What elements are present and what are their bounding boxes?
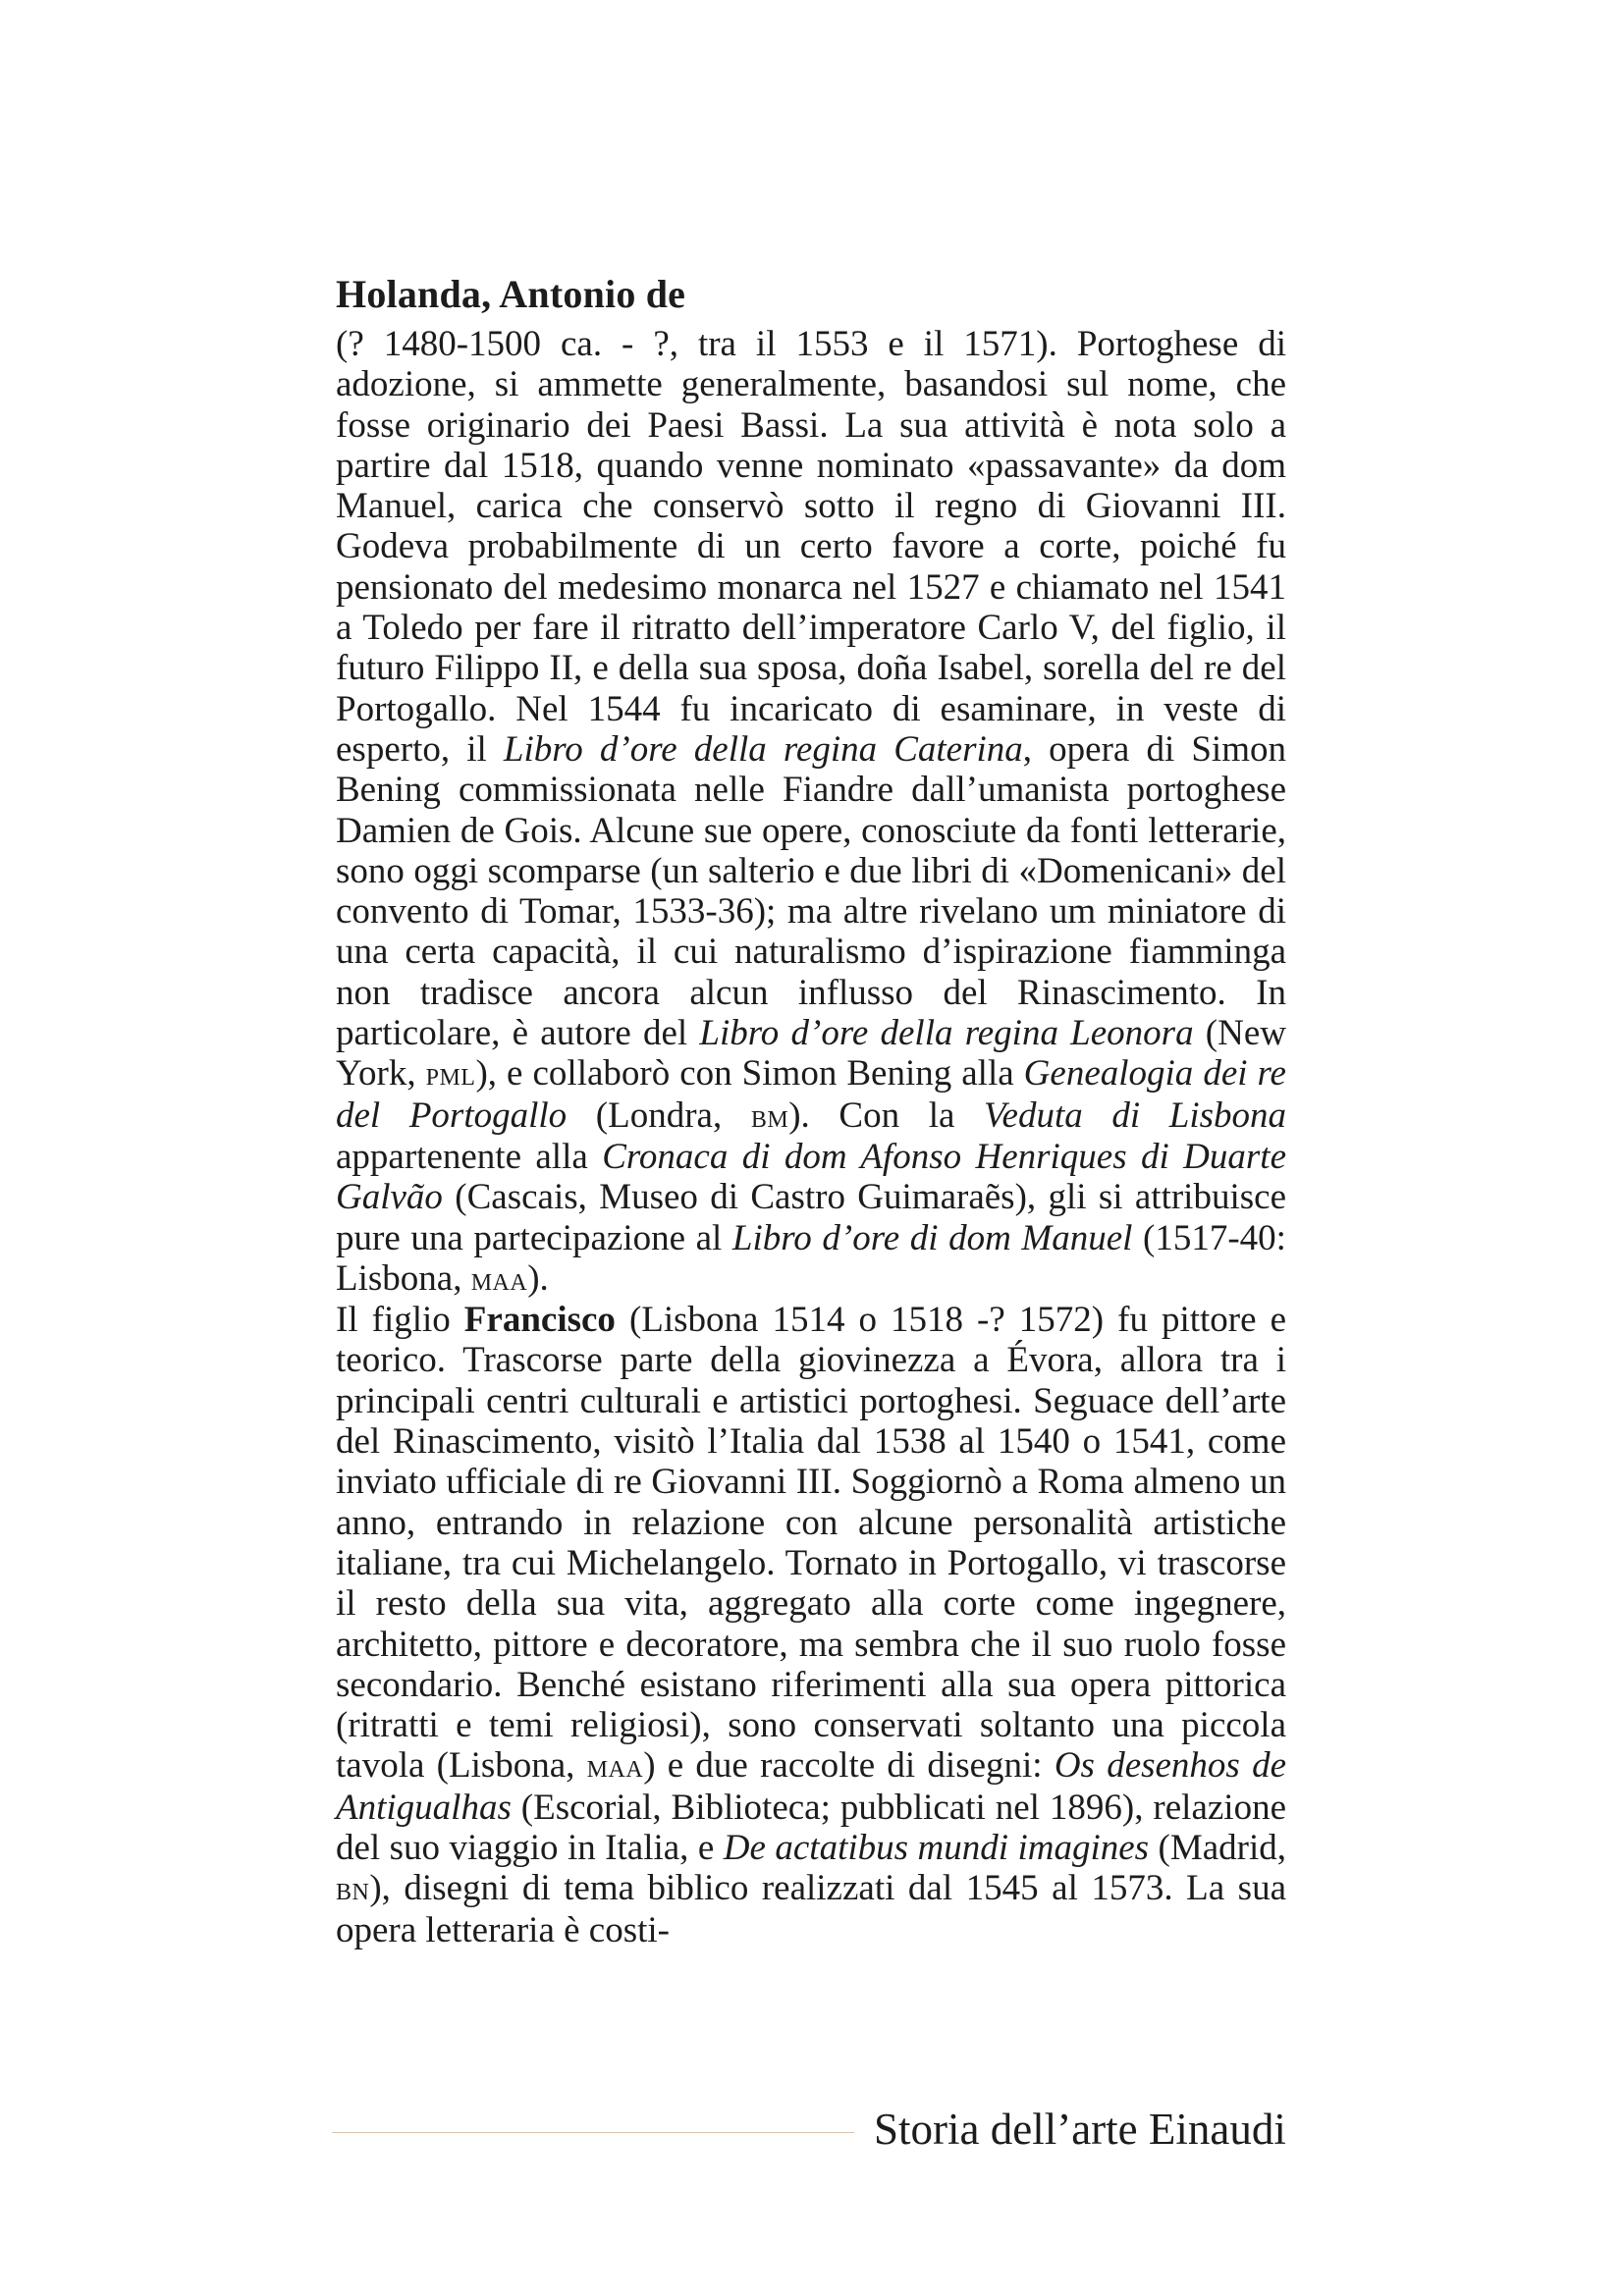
abbreviation: bm	[750, 1097, 789, 1135]
abbreviation: bn	[336, 1871, 370, 1908]
text-run: Il figlio	[336, 1300, 464, 1341]
work-title: Libro d’ore della regina Caterina	[503, 728, 1023, 770]
text-run: appartenente alla	[336, 1136, 603, 1177]
text-run: ).	[527, 1257, 549, 1299]
text-run: (Londra,	[567, 1095, 751, 1136]
text-run: ), disegni di tema biblico realizzati dal 1545 al 1573. La sua opera letteraria è costi-	[336, 1868, 1286, 1950]
text-run: ). Con la	[788, 1095, 985, 1136]
text-run: (Lisbona 1514 o 1518 -? 1572) fu pittore e teorico. Trascorse parte della giovinezza a Évora, allora tra i principali centri culturali e artistici portoghesi. Seguace dell’arte del Rinascimento, visitò l’Italia dal 1538 al 1540 o 1541, come inviato ufficiale di re Giovanni III. Soggiornò a Roma almeno un anno, entrando in relazione con alcune personalità artistiche italiane, tra cui Michelangelo. Tornato in Portogallo, vi trascorse il resto della sua vita, aggregato alla corte come ingegnere, architetto, pittore e decoratore, ma sembra che il suo ruolo fosse secondario. Benché esistano riferimenti alla sua opera pittorica (ritratti e temi religiosi), sono conservati soltanto una piccola tavola (Lisbona,	[336, 1300, 1286, 1787]
paragraph-francisco	[336, 1300, 1286, 1950]
text-run: , opera di Simon Bening commissionata nelle Fiandre dall’umanista portoghese Damien de Gois. Alcune sue opere, conosciute da fonti letterarie, sono oggi scomparse (un salterio e due libri di «Domenicani» del convento di Tomar, 1533-36); ma altre rivelano um miniatore di una certa capacità, il cui naturalismo d’ispirazione fiamminga non tradisce ancora alcun influsso del Rinascimento. In particolare, è autore del	[336, 728, 1286, 1054]
work-title: Libro d’ore della regina Leonora	[699, 1013, 1194, 1054]
work-title: Os desenhos de Antigualhas	[336, 1745, 1286, 1828]
work-title: De actatibus mundi imagines	[723, 1827, 1150, 1868]
entry-title: Holanda, Antonio de	[336, 272, 686, 316]
work-title: Veduta di Lisbona	[984, 1095, 1287, 1136]
text-run: (1517-40: Lisbona,	[336, 1217, 1286, 1299]
work-title: Cronaca di dom Afonso Henriques di Duarte Galvão	[336, 1136, 1287, 1218]
person-name: Francisco	[463, 1300, 616, 1341]
work-title: Genealogia dei re del Portogallo	[336, 1053, 1286, 1136]
entry-body	[336, 324, 1286, 1950]
footer-brand: Storia dell’arte Einaudi	[874, 2105, 1286, 2154]
work-title: Libro d’ore di dom Manuel	[731, 1217, 1133, 1258]
abbreviation: maa	[586, 1748, 644, 1786]
text-run: (Cascais, Museo di Castro Guimaraẽs), gli si attribuisce pure una partecipazione al	[336, 1177, 1286, 1258]
abbreviation: maa	[470, 1260, 528, 1298]
text-run: ) e due raccolte di disegni:	[643, 1745, 1055, 1787]
paragraph-antonio	[336, 324, 1286, 1300]
text-run: (Madrid,	[1149, 1827, 1287, 1868]
text-run: (New York,	[336, 1013, 1286, 1095]
text-run: ), e collaborò con Simon Bening alla	[475, 1053, 1024, 1095]
footer-rule	[332, 2132, 854, 2133]
text-run: (Escorial, Biblioteca; pubblicati nel 1896), relazione del suo viaggio in Italia, e	[336, 1787, 1286, 1868]
abbreviation: pml	[425, 1056, 476, 1094]
text-run: (? 1480-1500 ca. - ?, tra il 1553 e il 1571). Portoghese di adozione, si ammette generalmente, basandosi sul nome, che fosse originario dei Paesi Bassi. La sua attività è nota solo a partire dal 1518, quando venne nominato «passavante» da dom Manuel, carica che conservò sotto il regno di Giovanni III. Godeva probabilmente di un certo favore a corte, poiché fu pensionato del medesimo monarca nel 1527 e chiamato nel 1541 a Toledo per fare il ritratto dell’imperatore Carlo V, del figlio, il futuro Filippo II, e della sua sposa, doña Isabel, sorella del re del Portogallo. Nel 1544 fu incaricato di esaminare, in veste di esperto, il	[336, 324, 1286, 770]
